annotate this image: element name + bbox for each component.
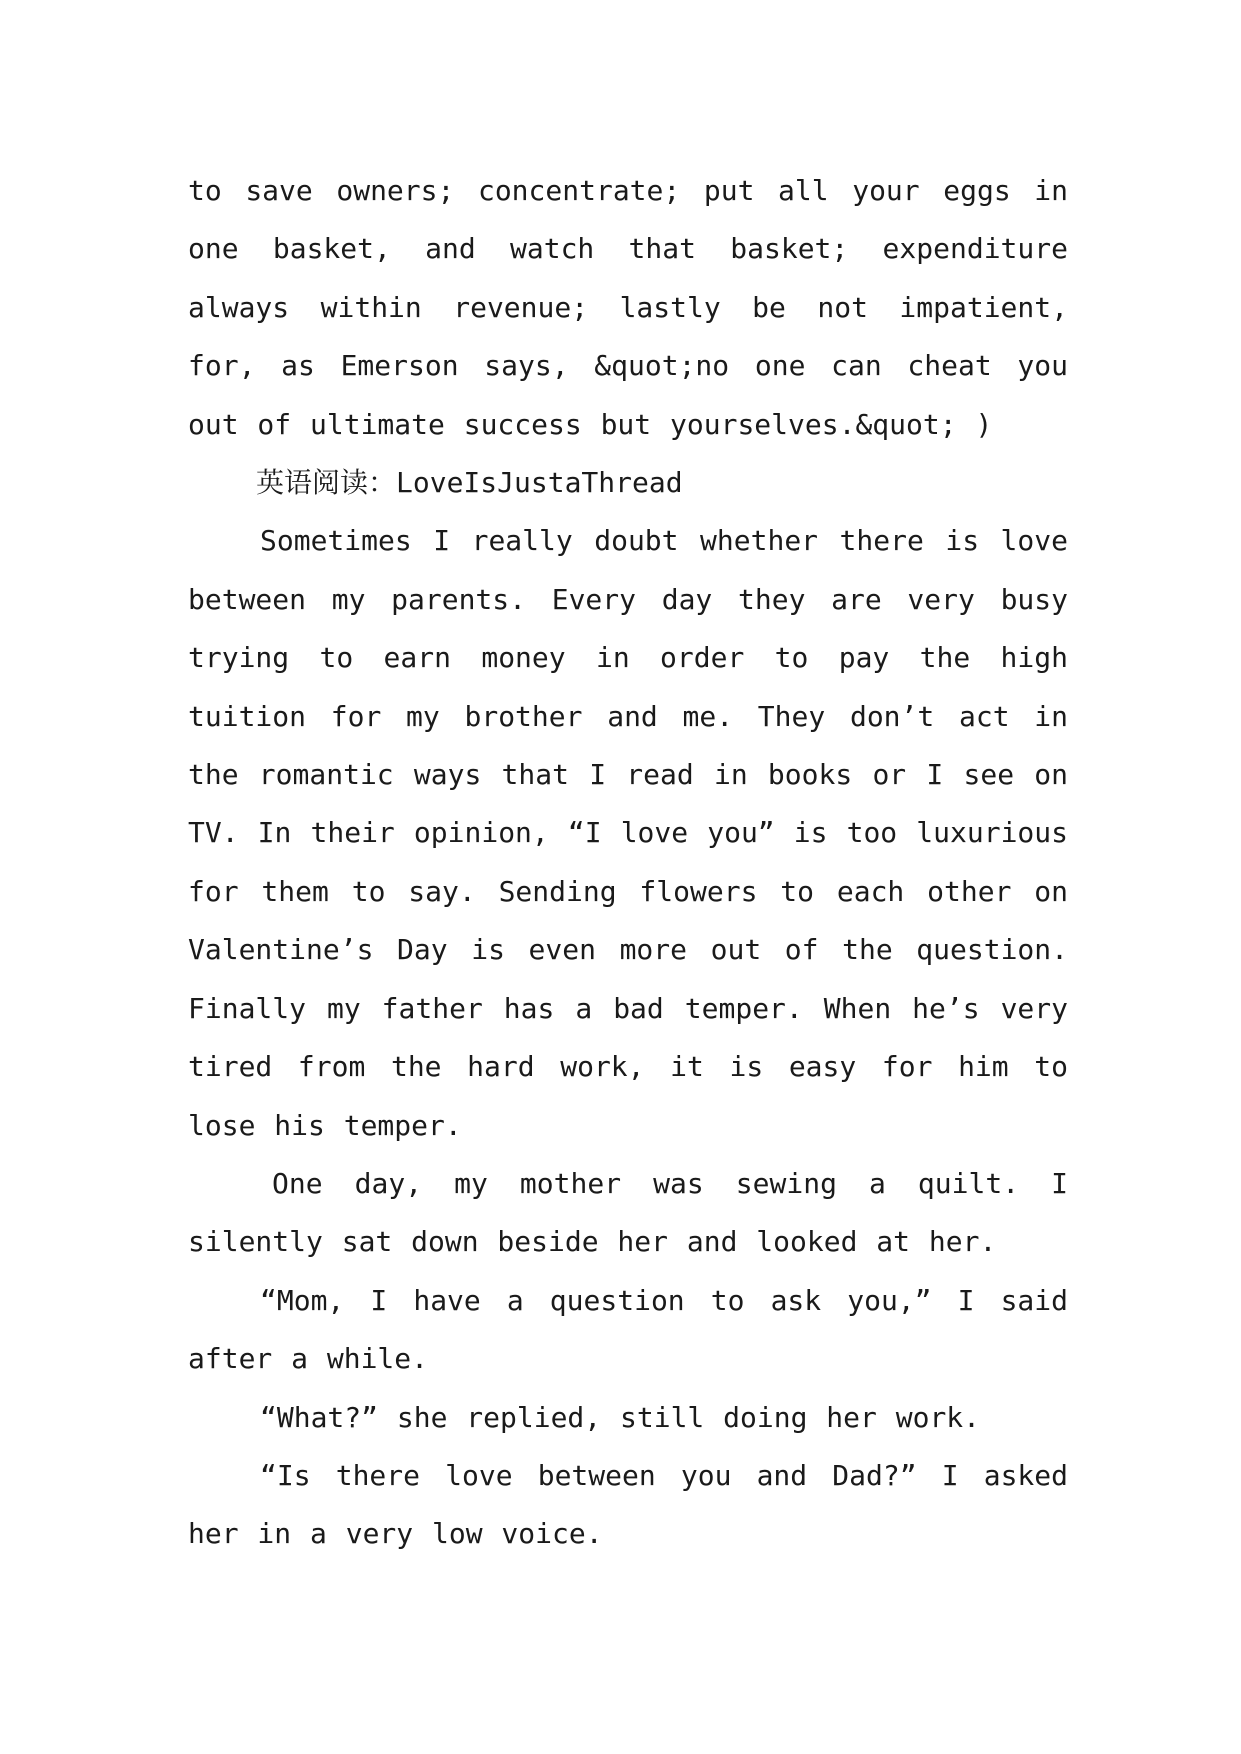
paragraph-question: “Mom, I have a question to ask you,” I said after a while. <box>188 1283 1068 1376</box>
paragraph-reply: “What?” she replied, still doing her work. <box>260 1400 981 1434</box>
paragraph-continuation: to save owners; concentrate; put all your eggs in one basket, and watch that basket; expenditure always within revenue; lastly be not impatient, for, as Emerson says, &quot;no one can cheat you out of ultimate success but yourselves.&quot; ) <box>188 174 1068 441</box>
document-page <box>188 162 1068 1564</box>
paragraph-parents-doubt: Sometimes I really doubt whether there is love between my parents. Every day they are very busy trying to earn money in order to pay the high tuition for my brother and me. They don’t act in the romantic ways that I read in books or I see on TV. In their opinion, “I love you” is too luxurious for them to say. Sending flowers to each other on Valentine’s Day is even more out of the question. Finally my father has a bad temper. When he’s very tired from the hard work, it is easy for him to lose his temper. <box>188 524 1068 1142</box>
paragraph-mother-sewing: One day, my mother was sewing a quilt. I silently sat down beside her and looked at her. <box>188 1166 1068 1259</box>
section-heading: 英语阅读：LoveIsJustaThread <box>256 466 683 500</box>
paragraph-love-question: “Is there love between you and Dad?” I asked her in a very low voice. <box>188 1458 1068 1551</box>
